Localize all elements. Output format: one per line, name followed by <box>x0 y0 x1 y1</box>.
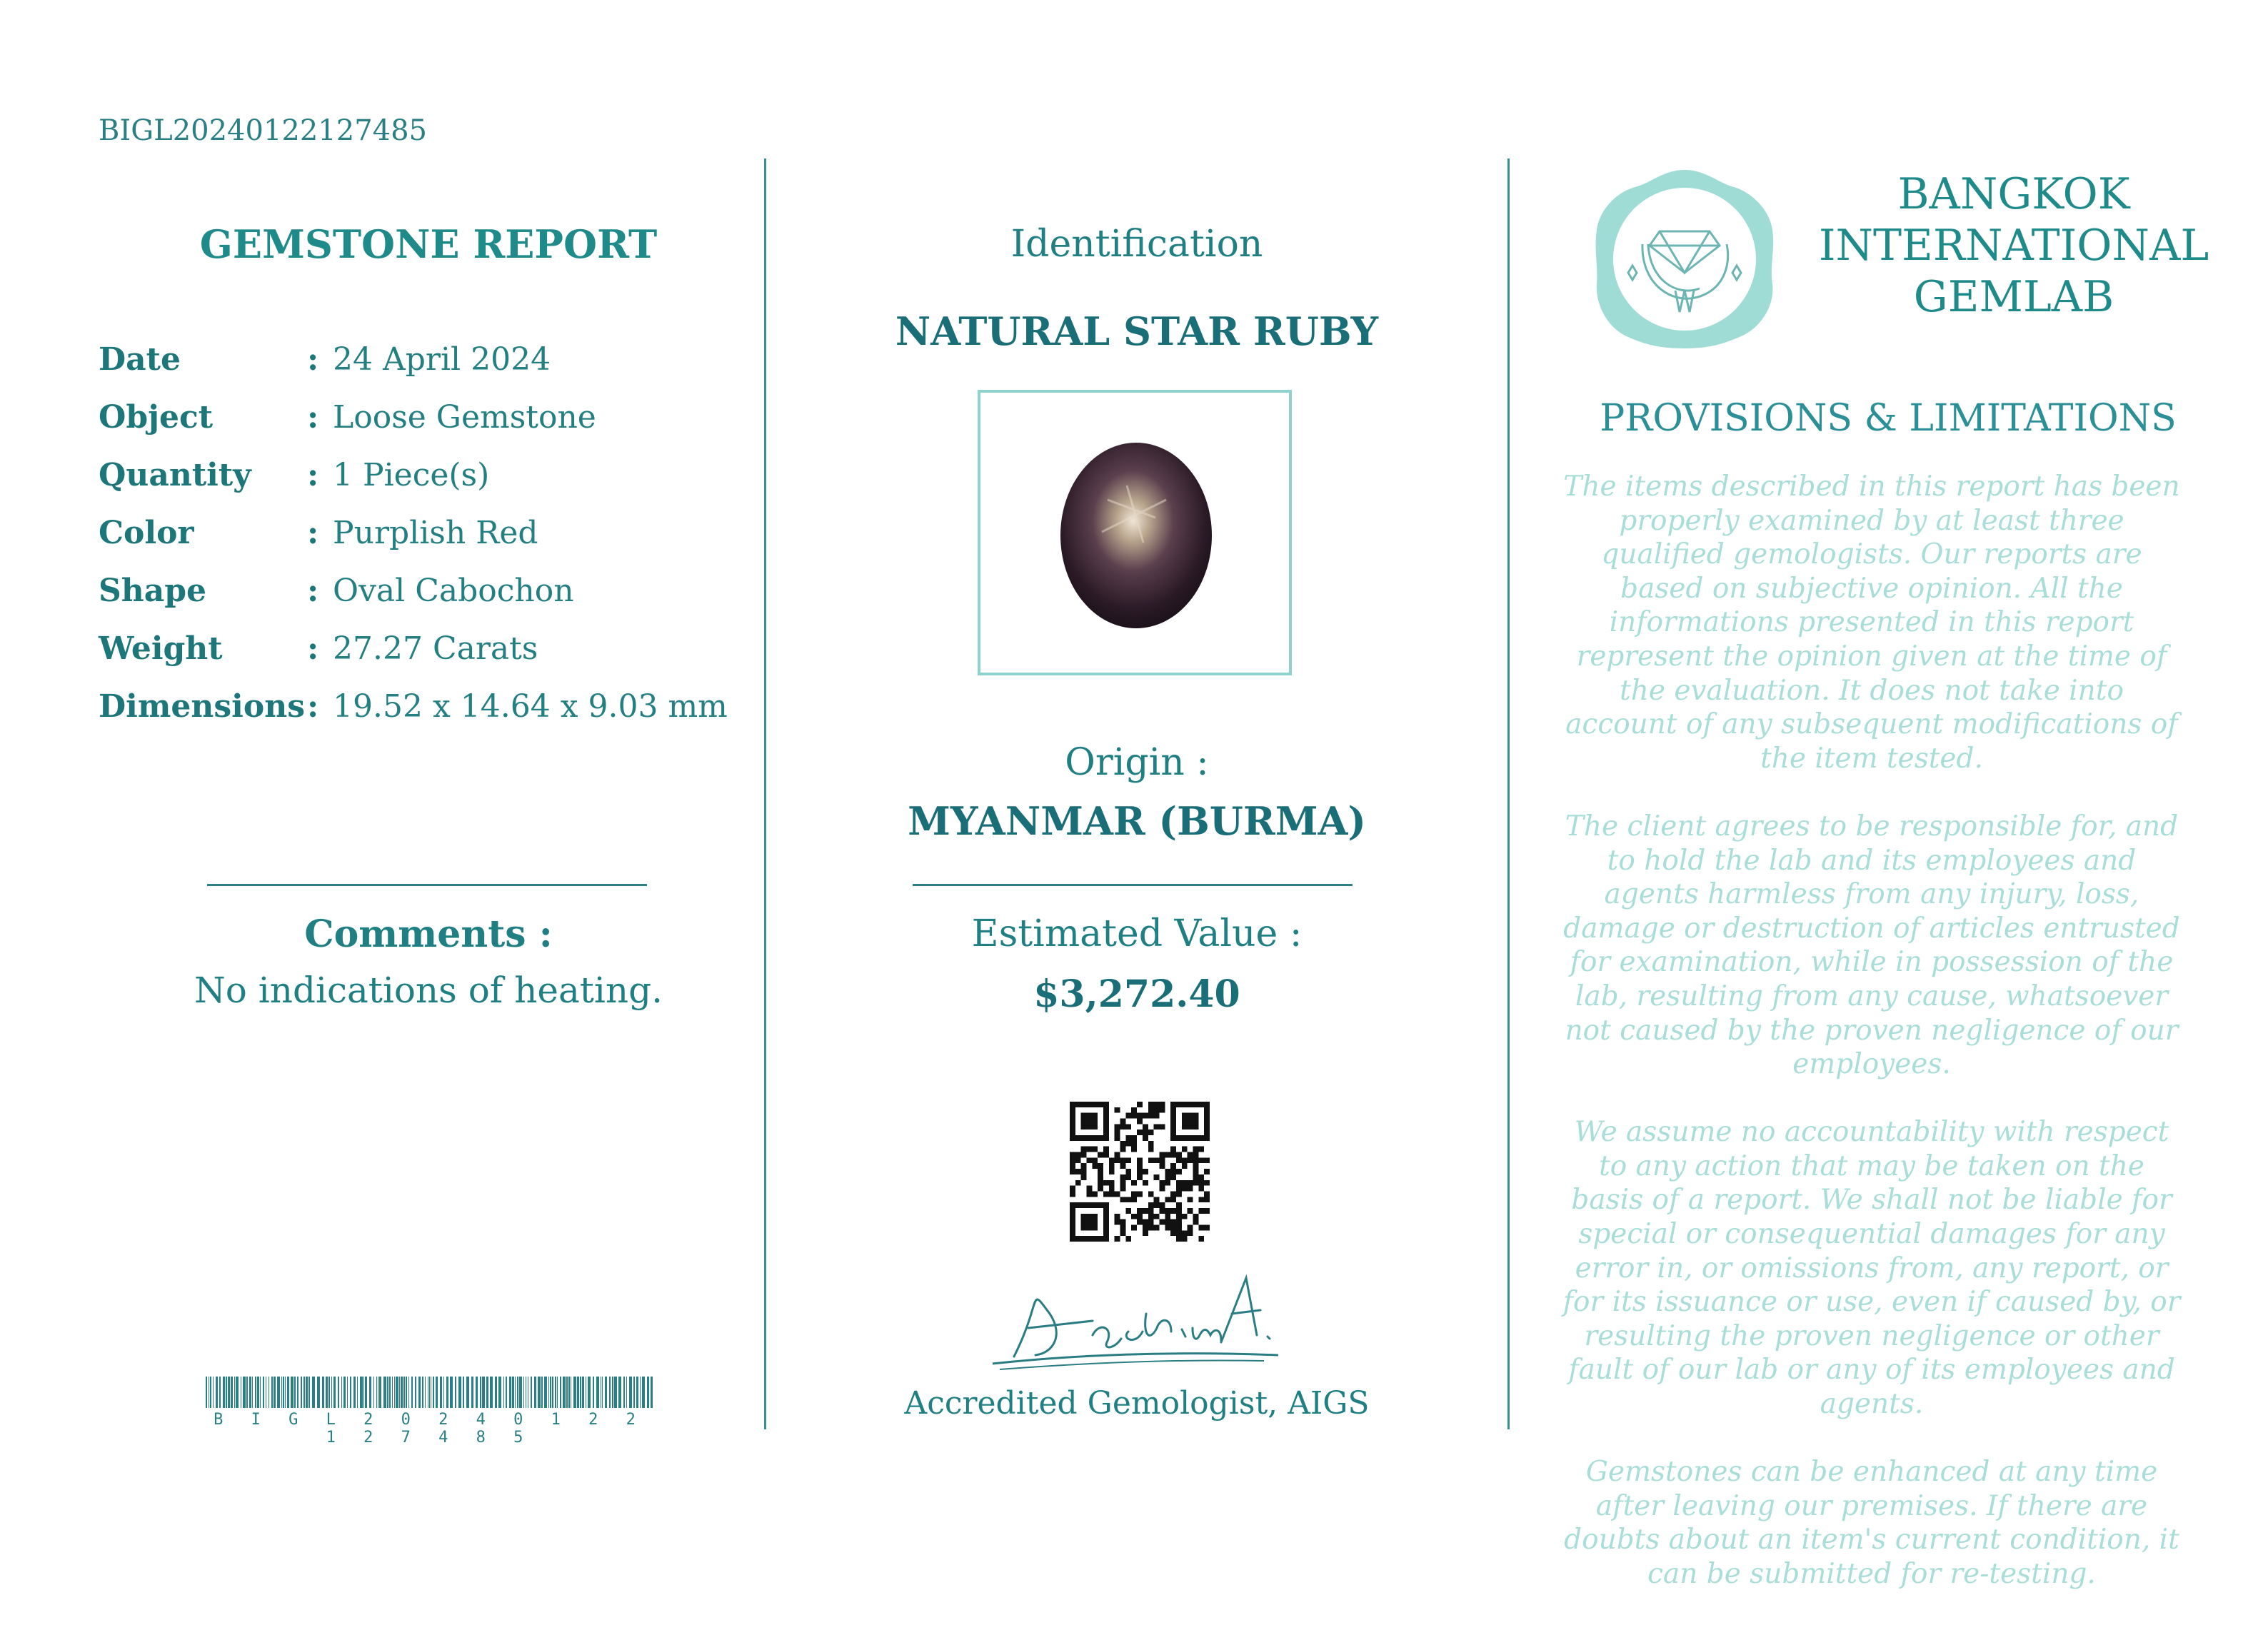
report-id: BIGL20240122127485 <box>99 114 427 147</box>
gemologist-caption: Accredited Gemologist, AIGS <box>904 1385 1370 1422</box>
report-title: GEMSTONE REPORT <box>199 221 658 267</box>
detail-value: 1 Piece(s) <box>333 457 490 493</box>
detail-separator: : <box>307 630 319 667</box>
detail-row-weight <box>99 630 741 688</box>
detail-label: Object <box>99 399 214 436</box>
comments-title: Comments : <box>304 912 553 956</box>
detail-label: Dimensions <box>99 688 306 725</box>
provisions-paragraph: We assume no accountability with respect to any action that may be taken on the basis of a report. We shall not be liable for special or consequential damages for any error in, or omissions from, any report, or for its issuance or use, even if caused by, or resulting the proven negligence or other fault of our lab or any of its employees and agents. <box>1562 1116 2181 1421</box>
detail-separator: : <box>307 573 319 609</box>
detail-row-object <box>99 399 741 457</box>
detail-label: Color <box>99 515 194 551</box>
detail-value: 27.27 Carats <box>333 630 538 667</box>
barcode-icon <box>206 1377 653 1408</box>
lab-name <box>1814 168 2214 323</box>
detail-label: Date <box>99 341 181 378</box>
provisions-paragraph: Gemstones can be enhanced at any time after leaving our premises. If there are doubts about an item's current condition, it can be submitted for re-testing. <box>1564 1456 2179 1590</box>
provisions-paragraph: The items described in this report has been properly examined by at least three qualified gemologists. Our reports are based on subjective opinion. All the informations presented in this report represent the opinion given at the time of the evaluation. It does not take into account of any subsequent modifications of the item tested. <box>1563 471 2180 775</box>
detail-separator: : <box>307 399 319 436</box>
detail-label: Weight <box>99 630 223 667</box>
barcode-text: B I G L 2 0 2 4 0 1 2 2 1 2 7 4 8 5 <box>214 1411 645 1447</box>
identification-value: NATURAL STAR RUBY <box>895 308 1379 354</box>
identification-title: Identification <box>1010 223 1263 266</box>
origin-label: Origin : <box>1065 741 1209 784</box>
divider-line <box>207 884 647 886</box>
detail-row-color <box>99 515 741 573</box>
details-list <box>99 341 741 746</box>
detail-row-date <box>99 341 741 399</box>
detail-value: Oval Cabochon <box>333 573 574 609</box>
qr-code-icon <box>1070 1102 1210 1242</box>
estimated-value-amount: $3,272.40 <box>1033 972 1240 1016</box>
lab-name-line: BANGKOK <box>1897 169 2130 219</box>
detail-value: 19.52 x 14.64 x 9.03 mm <box>333 688 728 725</box>
detail-label: Quantity <box>99 457 251 493</box>
signature-image <box>985 1271 1285 1378</box>
detail-value: 24 April 2024 <box>333 341 551 378</box>
provisions-paragraph: The client agrees to be responsible for, and to hold the lab and its employees and agents harmless from any injury, loss, damage or destruction of articles entrusted for examination, while in possession of the lab, resulting from any cause, whatsoever not caused by the proven negligence of our employees. <box>1563 810 2180 1081</box>
detail-value: Loose Gemstone <box>333 399 596 436</box>
column-divider-right <box>1507 159 1510 1429</box>
provisions-text <box>1561 470 2182 1625</box>
detail-row-shape <box>99 573 741 630</box>
stone-image-frame <box>978 390 1292 675</box>
lab-name-line: INTERNATIONAL <box>1818 221 2209 271</box>
detail-value: Purplish Red <box>333 515 538 551</box>
detail-row-dimensions <box>99 688 741 746</box>
estimated-value-label: Estimated Value : <box>971 912 1303 955</box>
detail-label: Shape <box>99 573 207 609</box>
provisions-title: PROVISIONS & LIMITATIONS <box>1600 397 2177 440</box>
detail-separator: : <box>307 457 319 493</box>
lab-name-line: GEMLAB <box>1913 272 2114 322</box>
star-ruby-stone-image <box>980 393 1289 673</box>
origin-value: MYANMAR (BURMA) <box>908 798 1366 844</box>
gem-seal-logo <box>1591 166 1778 353</box>
detail-separator: : <box>307 515 319 551</box>
divider-line <box>913 884 1353 886</box>
detail-row-quantity <box>99 457 741 515</box>
comments-text: No indications of heating. <box>194 970 663 1011</box>
detail-separator: : <box>307 688 319 725</box>
detail-separator: : <box>307 341 319 378</box>
